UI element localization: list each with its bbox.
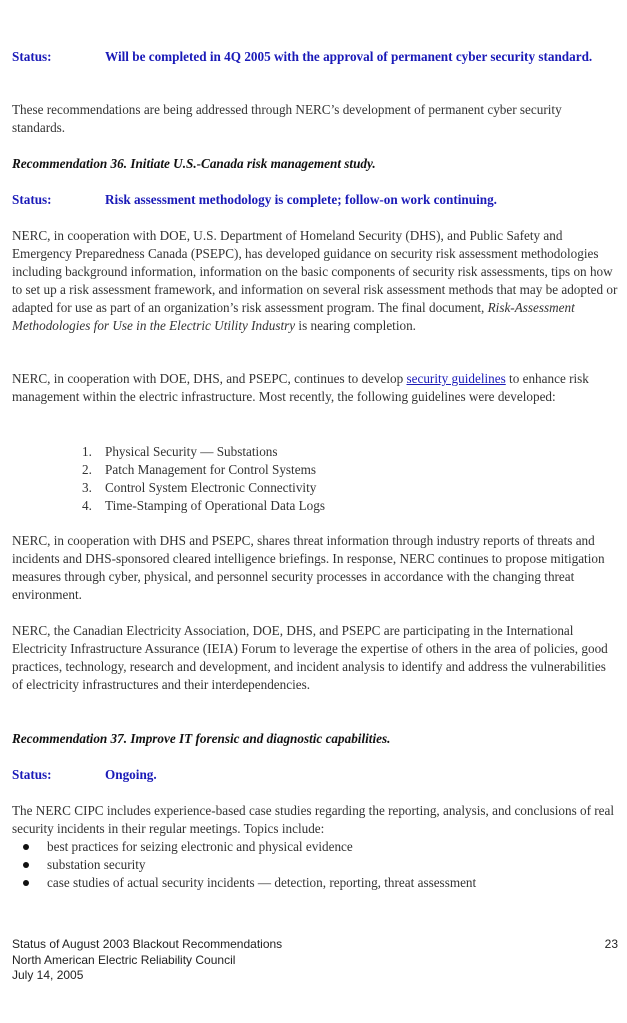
list-item: 2. Patch Management for Control Systems (82, 462, 316, 477)
status-label: Status: (12, 767, 52, 782)
list-item: best practices for seizing electronic and physical evidence (12, 838, 618, 856)
status-text: Ongoing. (105, 767, 157, 782)
status-text: Will be completed in 4Q 2005 with the approval of permanent cyber security standard. (105, 49, 593, 64)
status-label: Status: (12, 192, 52, 207)
paragraph-cyber-standards: These recommendations are being addressed through NERC’s development of permanent cyber security standards. (12, 102, 562, 135)
list-item: substation security (12, 856, 618, 874)
footer-organization: North American Electric Reliability Council (12, 952, 236, 967)
document-title-italic: Risk-Assessment Methodologies for Use in the Electric Utility Industry (12, 300, 575, 333)
list-item: 1. Physical Security — Substations (82, 444, 278, 459)
paragraph-risk-assessment (12, 227, 618, 335)
guidelines-list (12, 443, 618, 515)
footer-report-title: Status of August 2003 Blackout Recommendations (12, 937, 283, 951)
paragraph-text: to enhance risk management within the electric infrastructure. Most recently, the following guidelines were developed: (12, 371, 589, 404)
paragraph-text: NERC, in cooperation with DOE, U.S. Department of Homeland Security (DHS), and Public Safety and Emergency Preparedness Canada (PSEPC), has developed guidance on security risk assessment methodologies including background information, information on the basic components of security risk assessments, tips on how to set up a risk assessment framework, and information on several risk assessment methods that may be adopted or adapted for use as part of an organization’s risk assessment program. The final document, (12, 228, 618, 315)
footer-date: July 14, 2005 (12, 968, 84, 982)
paragraph-ieia-forum: NERC, the Canadian Electricity Association, DOE, DHS, and PSEPC are participating in the International Electricity Infrastructure Assurance (IEIA) Forum to leverage the expertise of others in the area of policies, good practices, technology, research and development, and incident analysis to identify and address the vulnerabilities of electricity infrastructures and their interdependencies. (12, 623, 608, 692)
recommendation-37-heading: Recommendation 37. Improve IT forensic and diagnostic capabilities. (12, 731, 391, 746)
paragraph-cipc-case-studies: The NERC CIPC includes experience-based case studies regarding the reporting, analysis, and conclusions of real security incidents in their regular meetings. Topics include: (12, 803, 615, 836)
bullet-icon (23, 862, 29, 868)
bullet-icon (23, 844, 29, 850)
status-label: Status: (12, 49, 52, 64)
recommendation-36-heading: Recommendation 36. Initiate U.S.-Canada risk management study. (12, 156, 376, 171)
bullet-icon (23, 880, 29, 886)
status-block-2 (12, 191, 618, 209)
status-text: Risk assessment methodology is complete; follow-on work continuing. (105, 192, 497, 207)
page-footer (12, 937, 618, 984)
list-item: case studies of actual security incidents — detection, reporting, threat assessment (12, 874, 618, 892)
list-item: 4. Time-Stamping of Operational Data Logs (82, 498, 326, 513)
paragraph-threat-information: NERC, in cooperation with DHS and PSEPC, shares threat information through industry reports of threats and incidents and DHS-sponsored cleared intelligence briefings. In response, NERC continues to propose mitigation measures through cyber, physical, and personnel security processes in accordance with the changing threat environment. (12, 533, 605, 602)
paragraph-text: NERC, in cooperation with DOE, DHS, and PSEPC, continues to develop (12, 371, 407, 386)
topics-list (12, 838, 618, 892)
status-block-1 (12, 48, 618, 66)
page-number: 23 (604, 937, 618, 951)
paragraph-text: is nearing completion. (295, 318, 416, 333)
status-block-3 (12, 766, 618, 784)
list-item: 3. Control System Electronic Connectivity (82, 480, 317, 495)
paragraph-security-guidelines (12, 370, 618, 406)
security-guidelines-link[interactable]: security guidelines (406, 371, 506, 386)
